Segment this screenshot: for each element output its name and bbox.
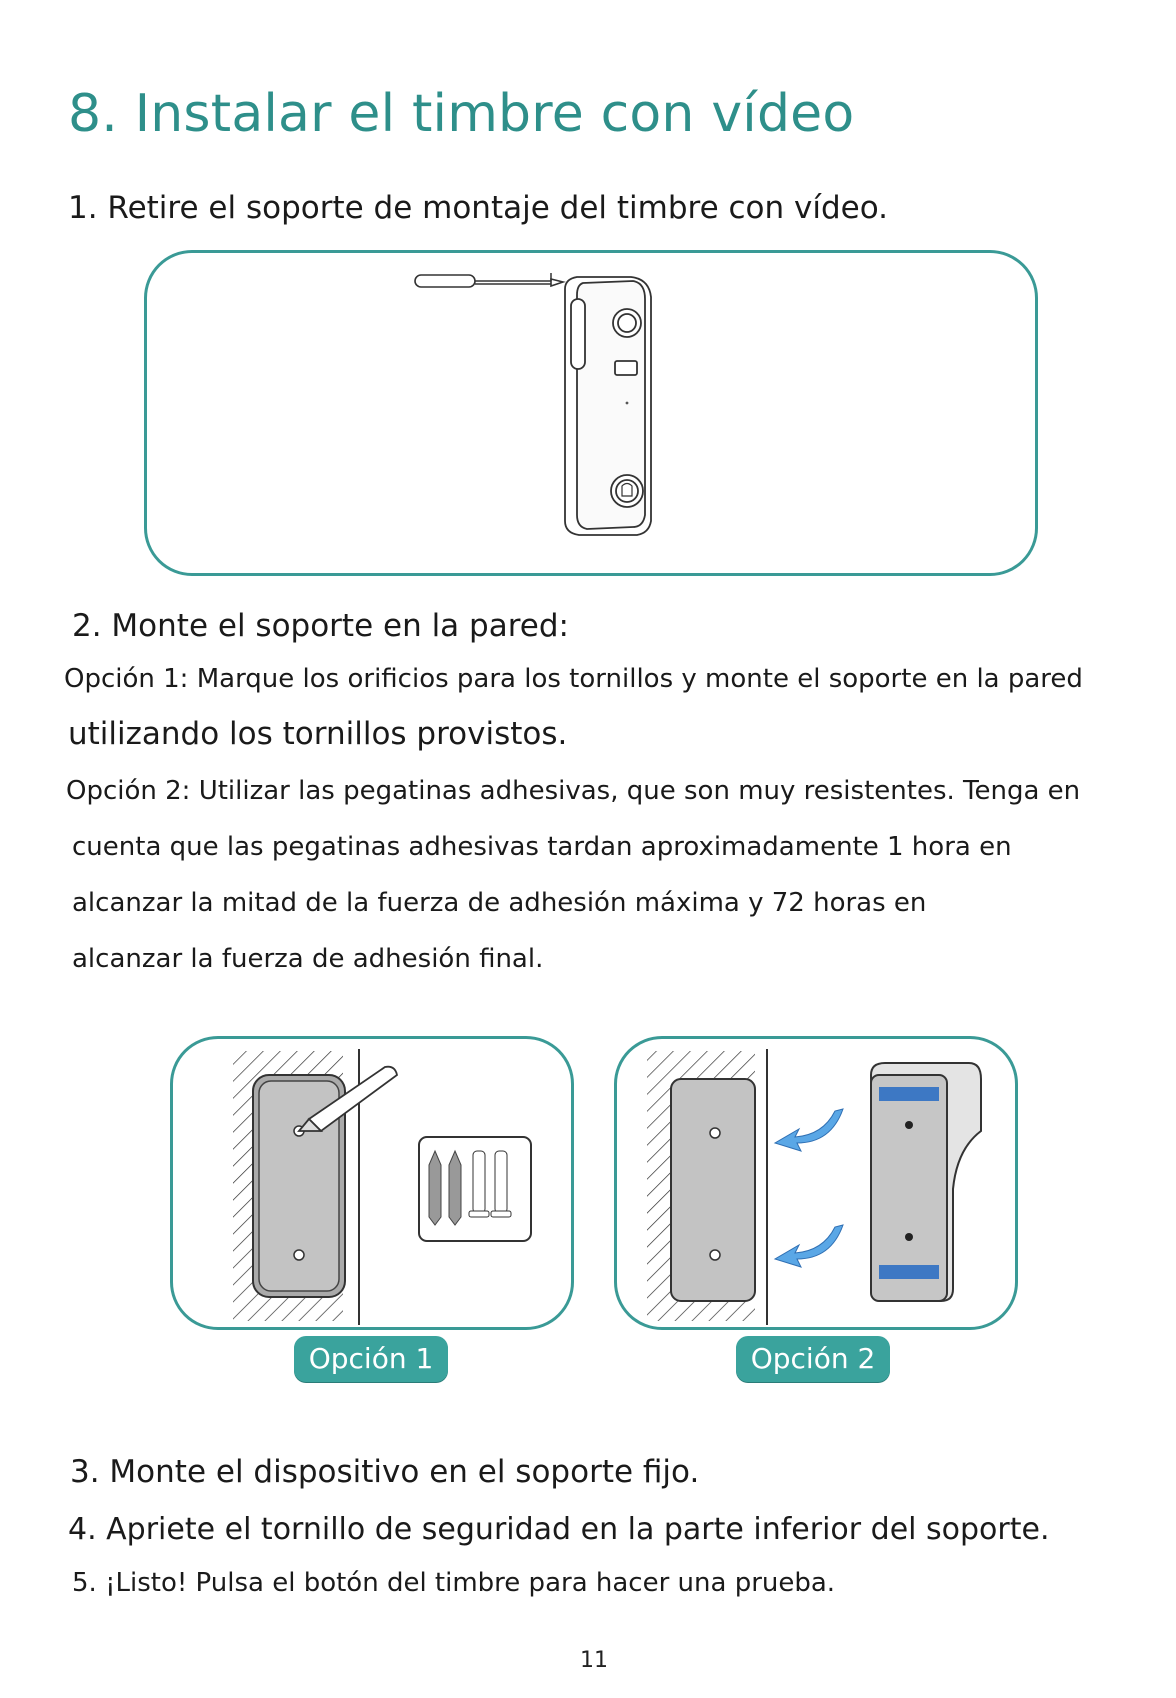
option-2-badge: Opción 2 (736, 1336, 890, 1382)
option-1-line-2: utilizando los tornillos provistos. (68, 716, 568, 752)
option-2-illustration (614, 1036, 1018, 1330)
page-number: 11 (580, 1648, 608, 1673)
option-1-illustration (170, 1036, 574, 1330)
wall-bracket-screws-icon (173, 1039, 571, 1327)
option-2-line-4: alcanzar la fuerza de adhesión final. (72, 944, 544, 974)
step-2-text: 2. Monte el soporte en la pared: (72, 608, 569, 644)
step-1-text: 1. Retire el soporte de montaje del timbre con vídeo. (68, 190, 888, 226)
step-3-text: 3. Monte el dispositivo en el soporte fijo. (70, 1454, 700, 1490)
option-1-line-1: Opción 1: Marque los orificios para los tornillos y monte el soporte en la pared (64, 664, 1083, 694)
option-2-line-3: alcanzar la mitad de la fuerza de adhesión máxima y 72 horas en (72, 888, 927, 918)
step-5-text: 5. ¡Listo! Pulsa el botón del timbre para hacer una prueba. (72, 1568, 836, 1598)
page-title: 8. Instalar el timbre con vídeo (68, 84, 855, 144)
step-4-text: 4. Apriete el tornillo de seguridad en la parte inferior del soporte. (68, 1512, 1050, 1547)
option-1-badge: Opción 1 (294, 1336, 448, 1382)
option-2-line-1: Opción 2: Utilizar las pegatinas adhesivas, que son muy resistentes. Tenga en (66, 776, 1081, 806)
doorbell-removal-illustration (144, 250, 1038, 576)
doorbell-screwdriver-icon (147, 253, 1035, 573)
wall-bracket-adhesive-icon (617, 1039, 1015, 1327)
option-2-line-2: cuenta que las pegatinas adhesivas tardan aproximadamente 1 hora en (72, 832, 1012, 862)
